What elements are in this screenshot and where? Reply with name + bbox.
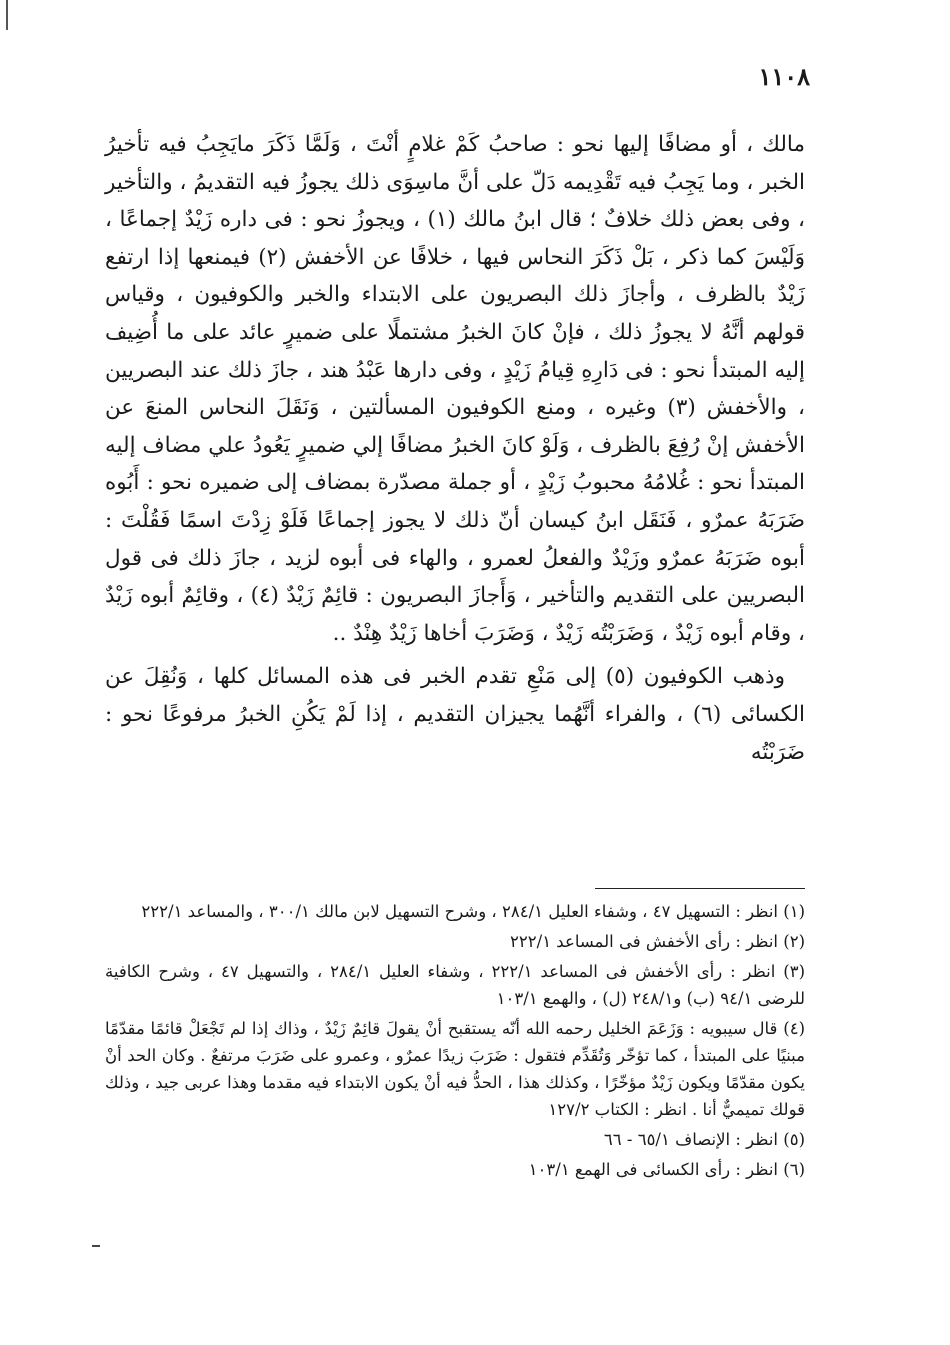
- footnote-3: (٣) انظر : رأى الأخفش فى المساعد ٢٢٢/١ ، وشفاء العليل ٢٨٤/١ ، والتسهيل ٤٧ ، وشرح الكافية للرضى ٩٤/١ (ب) و٢٤٨/١ (ل) ، والهمع ١٠٣/١: [105, 962, 805, 1008]
- scan-margin-mark: [92, 1245, 100, 1247]
- page-number: ١١٠٨: [758, 62, 810, 91]
- main-text: [105, 126, 805, 771]
- paragraph-1: مالك ، أو مضافًا إليها نحو : صاحبُ كَمْ غلامٍ أنْتَ ، وَلَمَّا ذَكَرَ مايَجِبُ فيه تأخيرُ الخبر ، وما يَجِبُ فيه تَقْدِيمه دَلّ على أنَّ ماسِوَى ذلك يجوزُ فيه التقديمُ ، والتأخير ، وفى بعض ذلك خلافٌ ؛ قال ابنُ مالك (١) ، ويجوزُ نحو : فى داره زَيْدٌ إجماعًا ، وَلَيْسَ كما ذكر ، بَلْ ذَكَرَ النحاس فيها ، خلافًا عن الأخفش (٢) فيمنعها إذا ارتفع زَيْدٌ بالظرف ، وأجازَ ذلك البصريون على الابتداء والخبر والكوفيون ، وقياس قولهم أنَّهُ لا يجوزُ ذلك ، فإنْ كانَ الخبرُ مشتملًا على ضميرٍ عائد على ما أُضِيف إليه المبتدأ نحو : فى دَارِهِ قِيامُ زَيْدٍ ، وفى دارها عَبْدُ هند ، جازَ ذلك عند البصريين ، والأخفش (٣) وغيره ، ومنع الكوفيون المسألتين ، وَنَقَلَ النحاس المنعَ عن الأخفش إنْ رُفِعَ بالظرف ، وَلَوْ كانَ الخبرُ مضافًا إلي ضميرٍ يَعُودُ علي مضاف إليه المبتدأ نحو : غُلامُهُ محبوبُ زَيْدٍ ، أو جملة مصدّرة بمضاف إلى ضميره نحو : أَبُوه ضَرَبَهُ عمرٌو ، فَنَقَل ابنُ كيسان أنّ ذلك لا يجوز إجماعًا فَلَوْ زِدْتَ اسمًا فَقُلْتَ : أبوه ضَرَبَهُ عمرٌو وزَيْدٌ والفعلُ لعمرو ، والهاء فى أبوه لزيد ، جازَ ذلك فى قول البصريين على التقديم والتأخير ، وَأَجازَ البصريون : قائِمٌ زَيْدٌ (٤) ، وقائِمٌ أبوه زَيْدٌ ، وقام أبوه زَيْدٌ ، وَضَرَبْتُه زَيْدٌ ، وَضَرَبَ أخاها زَيْدٌ هِنْدٌ ..: [105, 132, 805, 646]
- footnote-1: (١) انظر : التسهيل ٤٧ ، وشفاء العليل ٢٨٤/١ ، وشرح التسهيل لابن مالك ٣٠٠/١ ، والمساعد ٢٢٢/١: [141, 902, 805, 921]
- footnote-6: (٦) انظر : رأى الكسائى فى الهمع ١٠٣/١: [528, 1160, 805, 1179]
- footnote-4: (٤) قال سيبويه : وَزَعَمَ الخليل رحمه الله أنّه يستقبح أنْ يقولَ قائِمٌ زَيْدٌ ، وذاك إذا لم تَجْعَلْ قائمًا مقدّمًا مبنيًا على المبتدأ ، كما تؤخّر وَتُقَدِّم فتقول : ضَرَبَ زيدًا عمرٌو ، وعمرو على ضَرَبَ مرتفعٌ . وكان الحد أنْ يكون مقدّمًا ويكون زَيْدٌ مؤخّرًا ، وكذلك هذا ، الحدُّ فيه أنْ يكون الابتداء فيه مقدما وهذا عربى جيد ، وذلك قولك تميميٌّ أنا . انظر : الكتاب ١٢٧/٢: [105, 1019, 805, 1119]
- scan-edge-mark: [6, 0, 8, 30]
- footnote-5: (٥) انظر : الإنصاف ٦٥/١ - ٦٦: [603, 1130, 805, 1149]
- paragraph-2: وذهب الكوفيون (٥) إلى مَنْعِ تقدم الخبر فى هذه المسائل كلها ، وَنُقِلَ عن الكسائى (٦) ، والفراء أنَّهُما يجيزان التقديم ، إذا لَمْ يَكُنِ الخبرُ مرفوعًا نحو : ضَرَبْتُه: [105, 664, 805, 765]
- footnotes: [105, 898, 805, 1186]
- footnote-2: (٢) انظر : رأى الأخفش فى المساعد ٢٢٢/١: [510, 932, 805, 951]
- footnote-separator: [595, 888, 805, 889]
